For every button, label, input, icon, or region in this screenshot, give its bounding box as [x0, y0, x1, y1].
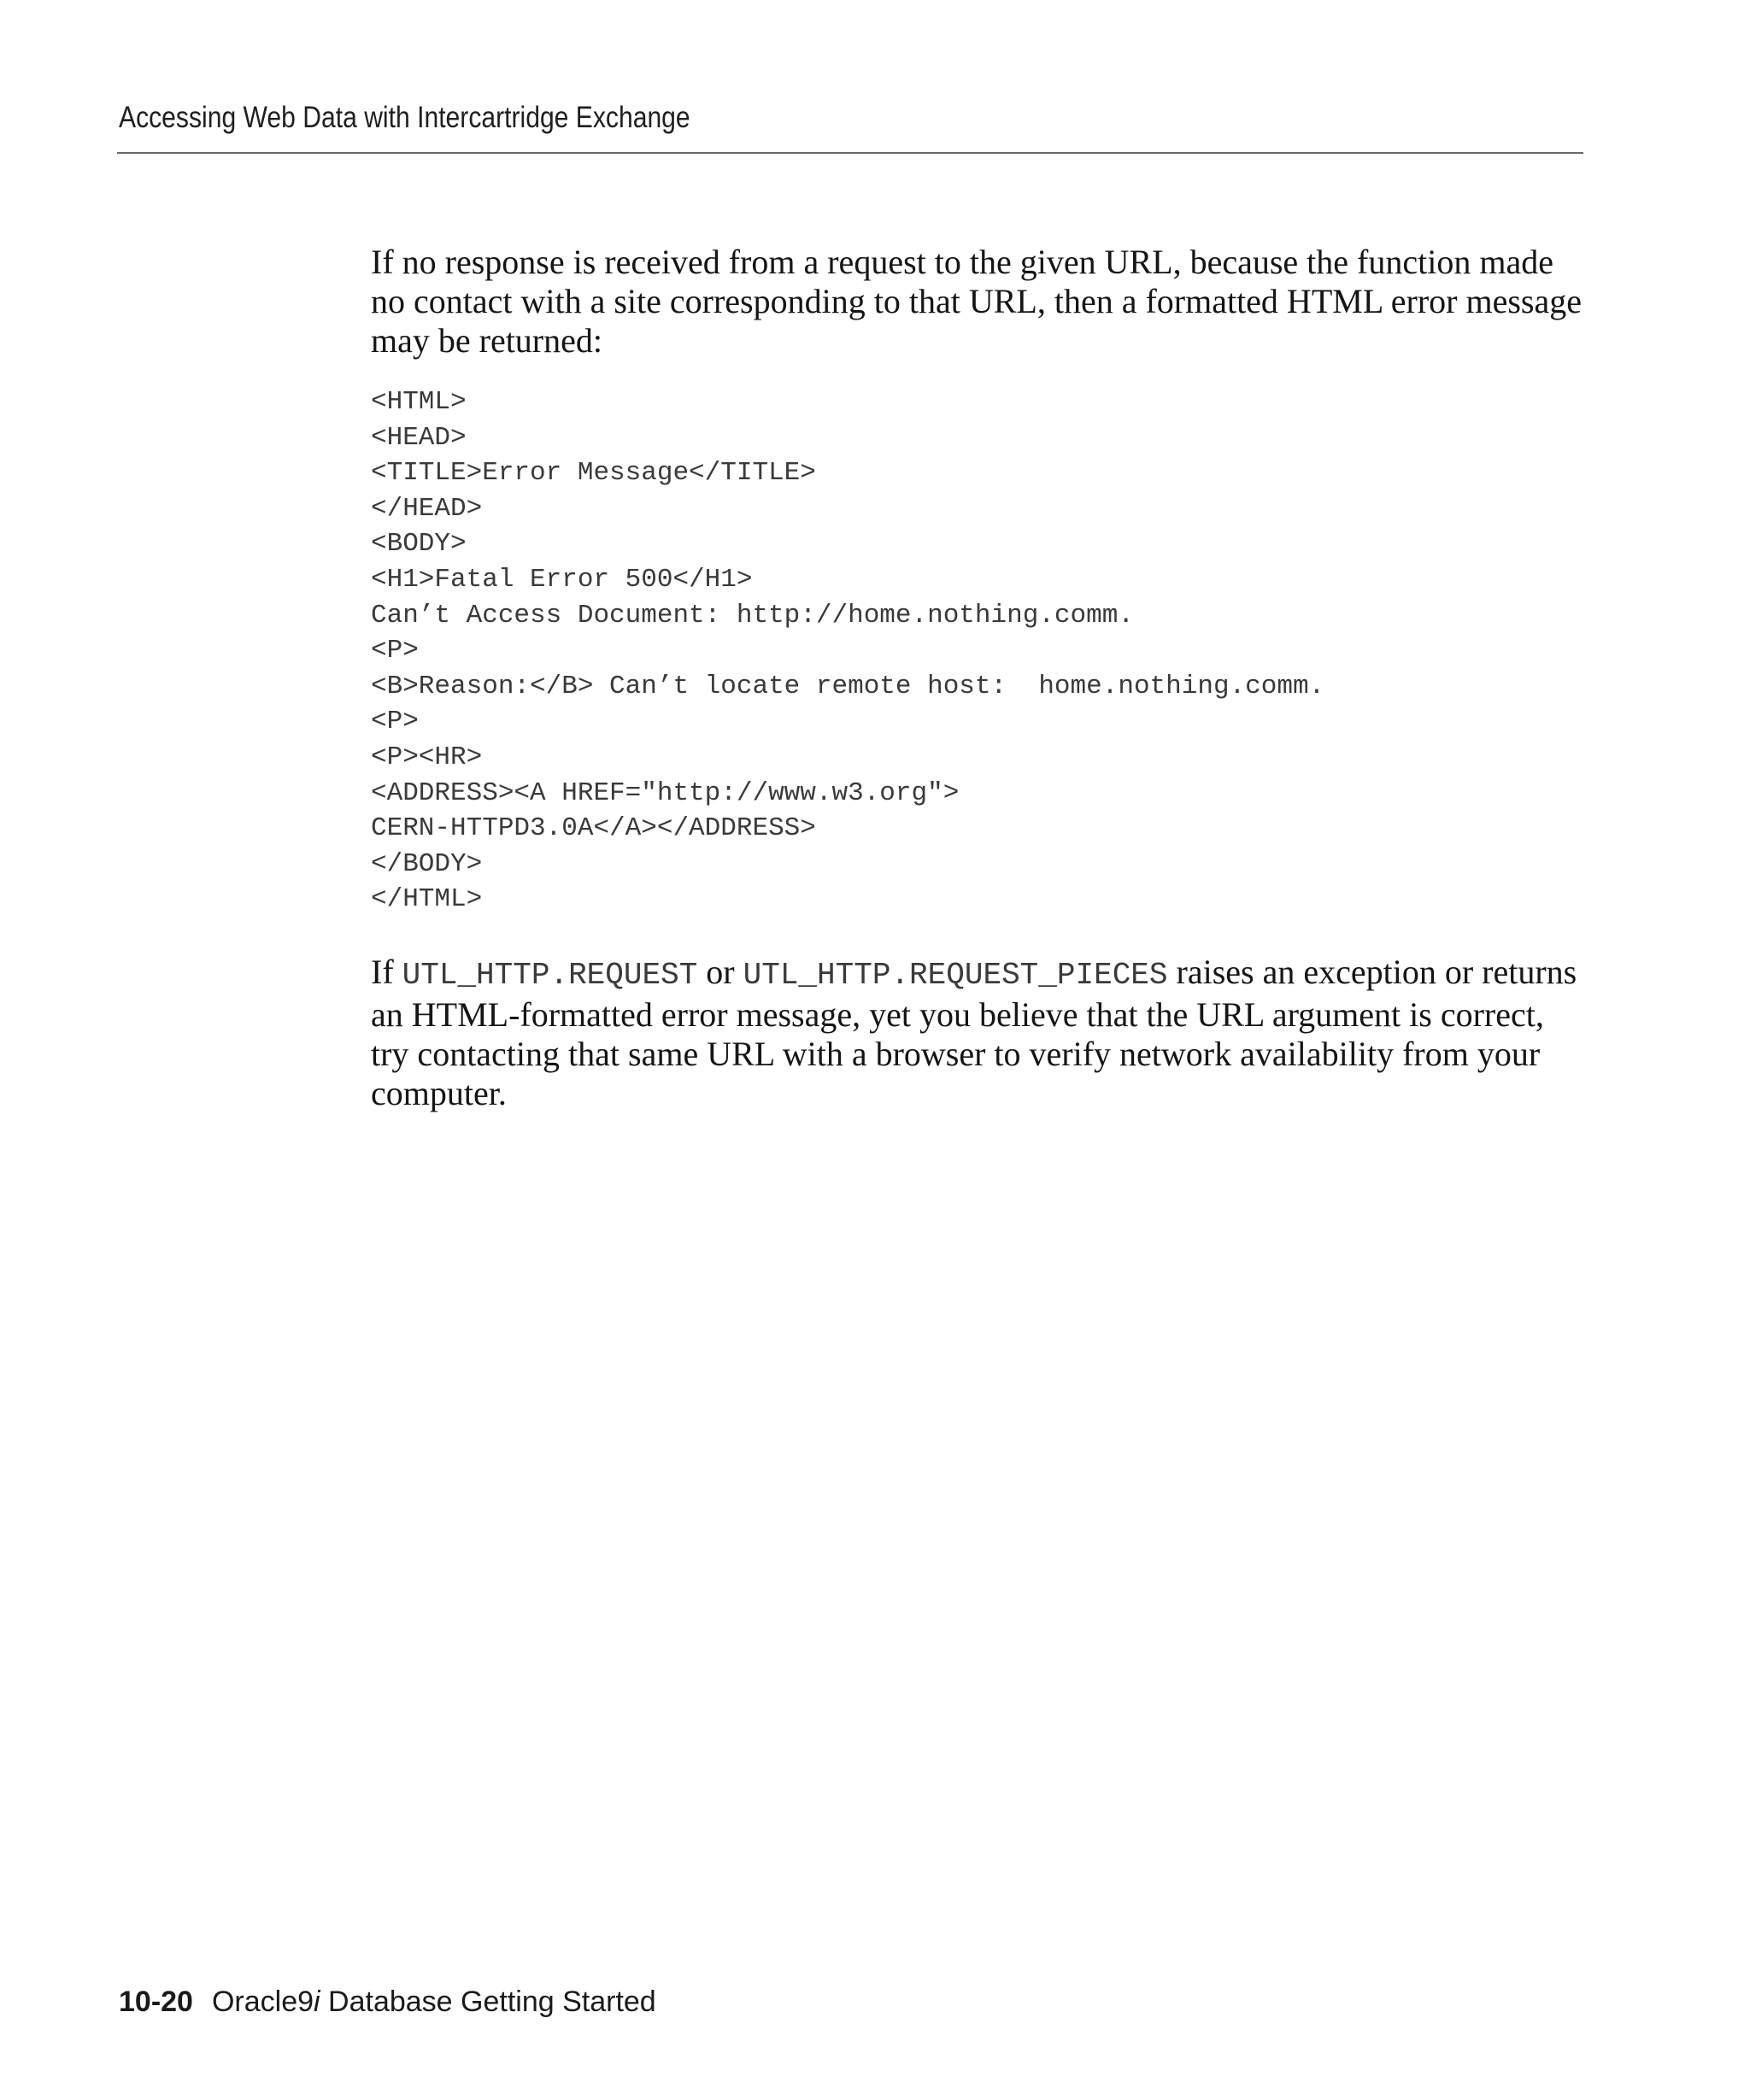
book-title-italic: i [314, 1986, 320, 2018]
header-rule [117, 152, 1583, 154]
code-line: <TITLE>Error Message</TITLE> [371, 458, 816, 489]
para2-text: or [697, 953, 743, 991]
book-title-prefix: Oracle9 [211, 1986, 314, 2018]
code-line: <HEAD> [371, 422, 467, 453]
code-line: <ADDRESS><A HREF="http://www.w3.org"> [371, 777, 960, 808]
running-header: Accessing Web Data with Intercartridge Exchange [119, 101, 690, 134]
code-line: <B>Reason:</B> Can’t locate remote host: home.nothing.comm. [371, 671, 1325, 701]
code-line: </HTML> [371, 884, 483, 915]
book-title-suffix: Database Getting Started [320, 1986, 656, 2018]
code-utl-http-request: UTL_HTTP.REQUEST [402, 958, 698, 993]
code-line: <P> [371, 636, 419, 666]
code-line: <HTML> [371, 387, 467, 417]
code-line: <P> [371, 707, 419, 737]
code-line: </HEAD> [371, 493, 483, 524]
troubleshooting-paragraph [371, 953, 1584, 1113]
code-block [371, 384, 1324, 918]
code-line: <BODY> [371, 529, 467, 560]
para2-text: If [371, 953, 402, 991]
code-line: </BODY> [371, 848, 483, 879]
intro-paragraph: If no response is received from a request to the given URL, because the function made no contact with a site corresponding to that URL, then a formatted HTML error message may be returned: [371, 243, 1582, 360]
code-line: <H1>Fatal Error 500</H1> [371, 564, 753, 595]
code-line: Can’t Access Document: http://home.nothing.comm. [371, 600, 1134, 631]
page-number: 10-20 [119, 1986, 193, 2018]
para2-text: raises an exception or returns an HTML-formatted error message, yet you believe that the URL argument is correct, try contacting that same URL with a browser to verify network availability from your computer. [371, 953, 1577, 1112]
code-utl-http-request-pieces: UTL_HTTP.REQUEST_PIECES [743, 958, 1168, 993]
code-line: <P><HR> [371, 742, 483, 772]
page-footer [119, 1986, 656, 2019]
code-line: CERN-HTTPD3.0A</A></ADDRESS> [371, 813, 816, 844]
